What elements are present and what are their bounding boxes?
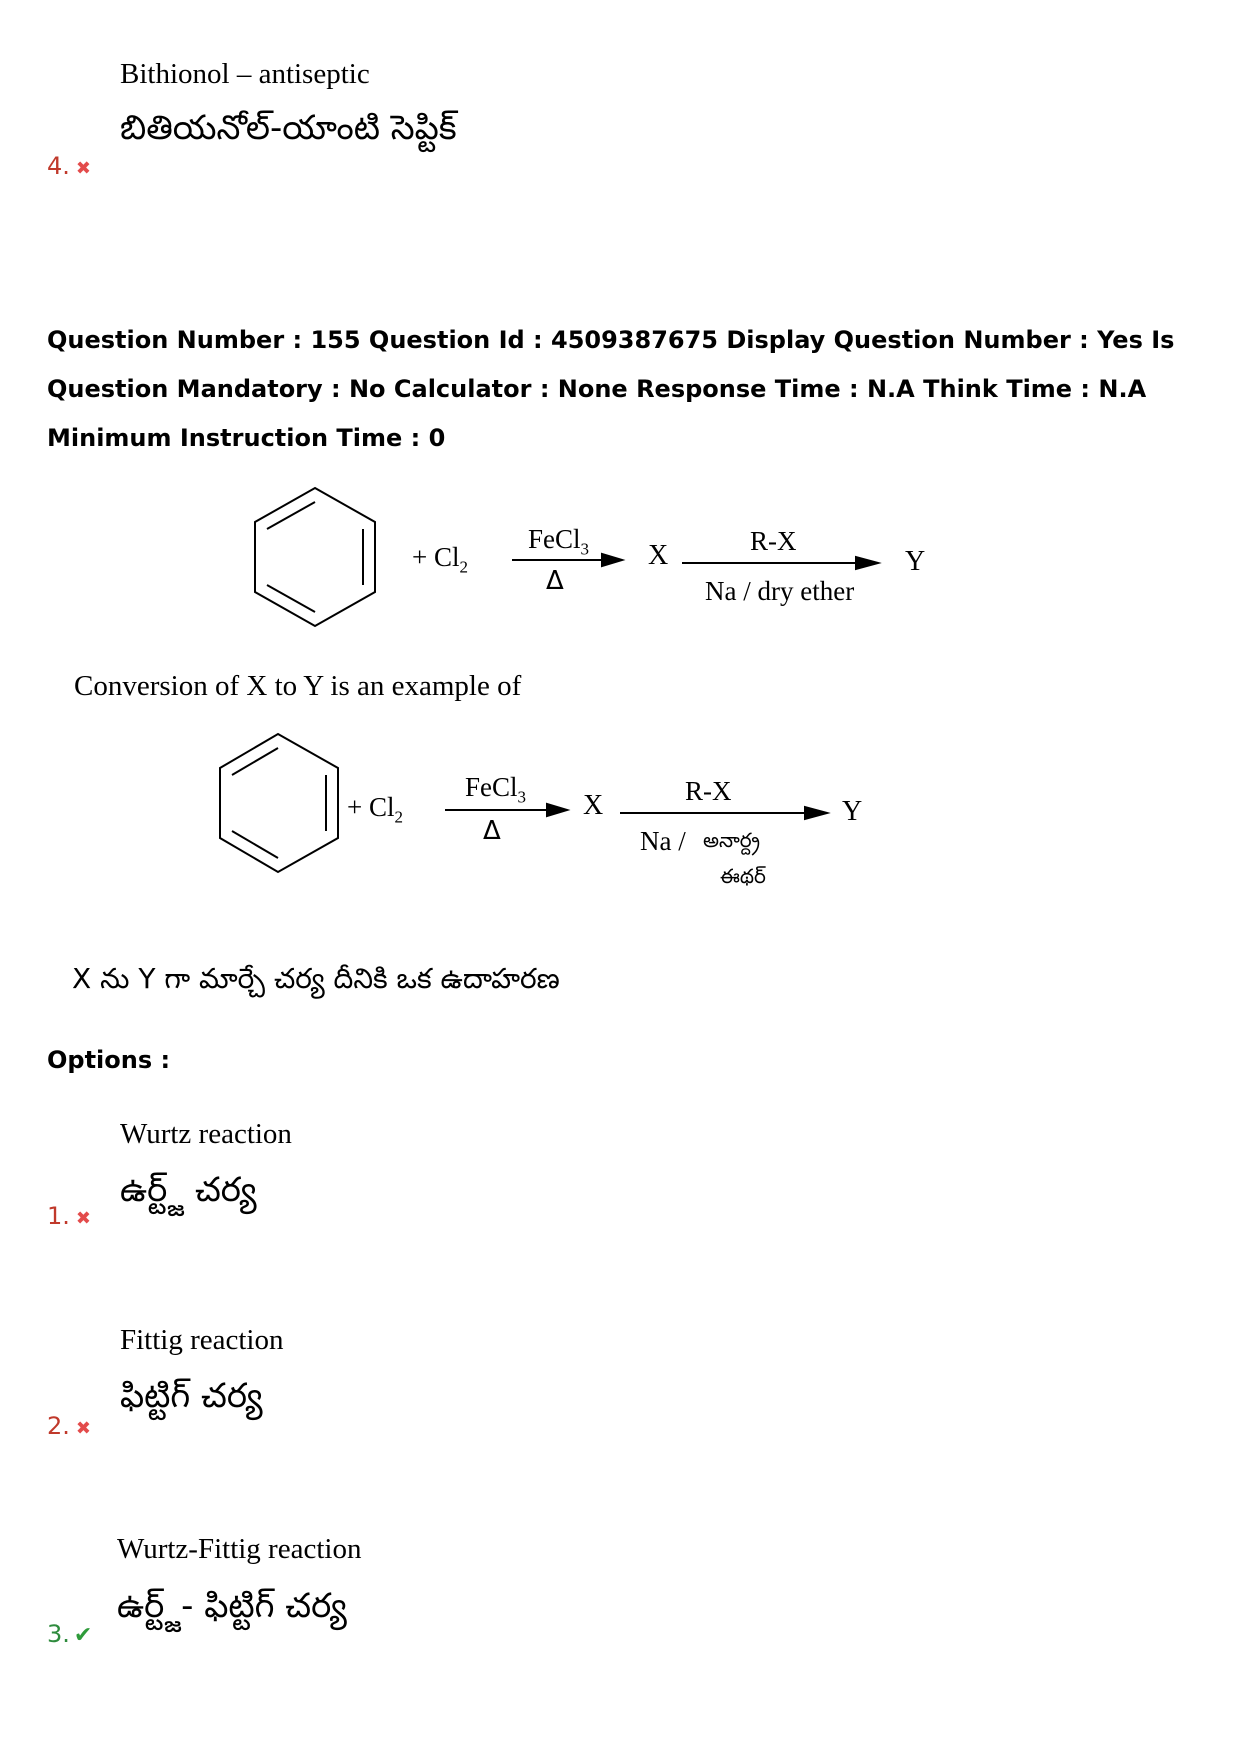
benzene-ring-icon [255,488,375,626]
reagent-rx: R-X [750,526,797,556]
heat-symbol: Δ [546,566,564,596]
intermediate-x: X [648,540,669,571]
option-1-number-row[interactable] [47,1202,91,1230]
option-1-number: 1. [47,1202,70,1230]
conditions-english: Na / dry ether [705,576,855,606]
option-1-telugu: ఉర్ట్జ్ చర్య [120,1170,257,1210]
question-metadata: Question Number : 155 Question Id : 4509387675 Display Question Number : Yes Is Question Mandatory : No Calculator : None Response Time : N.A Think Time : N.A Minimum Instruction Time : 0 [47,326,1175,452]
option-3-number-row[interactable] [47,1620,92,1648]
reaction-scheme-telugu [215,728,915,908]
question-english: Conversion of X to Y is an example of [74,670,522,702]
cross-icon: ✖ [75,1208,91,1229]
reaction-diagram-english [250,480,950,630]
option-1-english: Wurtz reaction [120,1118,292,1150]
conditions-telugu-line1: అనార్ద్ర [703,828,761,852]
product-y: Y [842,796,863,827]
option-3-english: Wurtz-Fittig reaction [117,1533,362,1565]
option-2-telugu: ఫిట్టిగ్ చర్య [120,1376,263,1416]
option-3-number: 3. [47,1620,70,1648]
check-icon: ✔ [73,1623,93,1648]
question-telugu: X ను Y గా మార్చే చర్య దీనికి ఒక ఉదాహరణ [72,962,560,995]
option-2-english: Fittig reaction [120,1324,284,1356]
benzene-ring-icon [220,734,338,872]
cross-icon: ✖ [75,158,91,179]
catalyst-fecl3: FeCl$_3$ [528,524,590,559]
conditions-telugu-prefix: Na / [640,826,686,856]
reaction-scheme-english [250,480,950,630]
catalyst-fecl3: FeCl$_3$ [465,772,527,807]
option-2-number: 2. [47,1412,70,1440]
reagent-cl2: + $Cl_2$ [412,542,468,577]
conditions-telugu-line2: ఈథర్ [720,864,766,888]
product-y: Y [905,546,926,577]
heat-symbol: Δ [483,816,501,846]
option-2-number-row[interactable] [47,1412,91,1440]
prev-option-telugu: బితియనోల్-యాంటి సెప్టిక్ [120,108,457,148]
arrow-2 [682,557,878,569]
option-3-telugu: ఉర్ట్జ్- ఫిట్టిగ్ చర్య [117,1586,347,1626]
cross-icon: ✖ [75,1418,91,1439]
prev-option-number-row [47,152,91,180]
prev-option-number: 4. [47,152,70,180]
reagent-cl2: + $Cl_2$ [347,792,403,827]
prev-option-english: Bithionol – antiseptic [120,58,370,90]
reagent-rx: R-X [685,776,732,806]
intermediate-x: X [583,790,604,821]
arrow-2 [620,807,827,819]
reaction-diagram-telugu [215,728,915,908]
options-label: Options : [47,1046,171,1074]
